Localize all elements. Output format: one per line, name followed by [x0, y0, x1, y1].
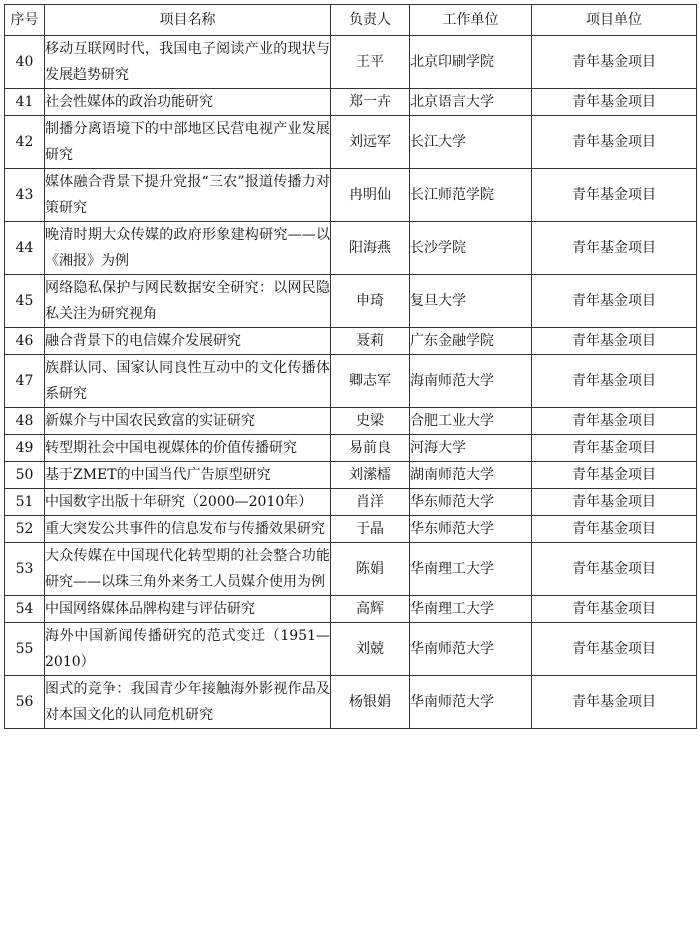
work-unit: 海南师范大学 — [410, 355, 532, 408]
project-type: 青年基金项目 — [532, 543, 697, 596]
row-number: 51 — [5, 489, 45, 516]
work-unit: 华南师范大学 — [410, 623, 532, 676]
table-row — [5, 596, 697, 623]
header-project-name: 项目名称 — [45, 5, 331, 36]
table-row — [5, 623, 697, 676]
table-row — [5, 435, 697, 462]
row-number: 40 — [5, 36, 45, 89]
project-type: 青年基金项目 — [532, 116, 697, 169]
table-row — [5, 275, 697, 328]
row-number: 44 — [5, 222, 45, 275]
project-name: 社会性媒体的政治功能研究 — [45, 89, 331, 116]
project-name: 大众传媒在中国现代化转型期的社会整合功能研究——以珠三角外来务工人员媒介使用为例 — [45, 543, 331, 596]
project-leader: 于晶 — [331, 516, 410, 543]
project-leader: 冉明仙 — [331, 169, 410, 222]
row-number: 41 — [5, 89, 45, 116]
project-leader: 王平 — [331, 36, 410, 89]
table-row — [5, 516, 697, 543]
table-row — [5, 355, 697, 408]
project-leader: 刘潆檑 — [331, 462, 410, 489]
header-project-type: 项目单位 — [532, 5, 697, 36]
table-header-row — [5, 5, 697, 36]
table-row — [5, 36, 697, 89]
project-leader: 杨银娟 — [331, 676, 410, 729]
table-row — [5, 328, 697, 355]
project-name: 族群认同、国家认同良性互动中的文化传播体系研究 — [45, 355, 331, 408]
project-leader: 申琦 — [331, 275, 410, 328]
row-number: 54 — [5, 596, 45, 623]
row-number: 53 — [5, 543, 45, 596]
project-type: 青年基金项目 — [532, 222, 697, 275]
project-leader: 陈娟 — [331, 543, 410, 596]
table-row — [5, 489, 697, 516]
table-row — [5, 89, 697, 116]
project-leader: 史梁 — [331, 408, 410, 435]
project-table — [4, 4, 697, 729]
project-name: 中国数字出版十年研究（2000—2010年） — [45, 489, 331, 516]
project-type: 青年基金项目 — [532, 89, 697, 116]
table-row — [5, 116, 697, 169]
work-unit: 广东金融学院 — [410, 328, 532, 355]
row-number: 43 — [5, 169, 45, 222]
work-unit: 长江师范学院 — [410, 169, 532, 222]
project-leader: 刘兢 — [331, 623, 410, 676]
work-unit: 华东师范大学 — [410, 516, 532, 543]
project-name: 晚清时期大众传媒的政府形象建构研究——以《湘报》为例 — [45, 222, 331, 275]
project-name: 网络隐私保护与网民数据安全研究：以网民隐私关注为研究视角 — [45, 275, 331, 328]
header-serial-number: 序号 — [5, 5, 45, 36]
project-name: 制播分离语境下的中部地区民营电视产业发展研究 — [45, 116, 331, 169]
row-number: 42 — [5, 116, 45, 169]
row-number: 45 — [5, 275, 45, 328]
project-leader: 阳海燕 — [331, 222, 410, 275]
project-name: 转型期社会中国电视媒体的价值传播研究 — [45, 435, 331, 462]
project-name: 海外中国新闻传播研究的范式变迁（1951—2010） — [45, 623, 331, 676]
row-number: 52 — [5, 516, 45, 543]
work-unit: 华东师范大学 — [410, 489, 532, 516]
project-leader: 聂莉 — [331, 328, 410, 355]
project-name: 图式的竞争：我国青少年接触海外影视作品及对本国文化的认同危机研究 — [45, 676, 331, 729]
project-name: 中国网络媒体品牌构建与评估研究 — [45, 596, 331, 623]
work-unit: 华南师范大学 — [410, 676, 532, 729]
table-row — [5, 462, 697, 489]
header-work-unit: 工作单位 — [410, 5, 532, 36]
work-unit: 河海大学 — [410, 435, 532, 462]
header-leader: 负责人 — [331, 5, 410, 36]
project-type: 青年基金项目 — [532, 328, 697, 355]
project-leader: 高辉 — [331, 596, 410, 623]
table-row — [5, 169, 697, 222]
project-type: 青年基金项目 — [532, 462, 697, 489]
project-name: 重大突发公共事件的信息发布与传播效果研究 — [45, 516, 331, 543]
project-type: 青年基金项目 — [532, 435, 697, 462]
project-type: 青年基金项目 — [532, 169, 697, 222]
project-type: 青年基金项目 — [532, 275, 697, 328]
work-unit: 复旦大学 — [410, 275, 532, 328]
table-row — [5, 543, 697, 596]
row-number: 49 — [5, 435, 45, 462]
project-type: 青年基金项目 — [532, 355, 697, 408]
project-name: 基于ZMET的中国当代广告原型研究 — [45, 462, 331, 489]
table-row — [5, 222, 697, 275]
project-type: 青年基金项目 — [532, 36, 697, 89]
project-type: 青年基金项目 — [532, 516, 697, 543]
work-unit: 华南理工大学 — [410, 596, 532, 623]
work-unit: 北京印刷学院 — [410, 36, 532, 89]
project-name: 融合背景下的电信媒介发展研究 — [45, 328, 331, 355]
table-row — [5, 676, 697, 729]
row-number: 50 — [5, 462, 45, 489]
project-leader: 易前良 — [331, 435, 410, 462]
project-leader: 卿志军 — [331, 355, 410, 408]
work-unit: 湖南师范大学 — [410, 462, 532, 489]
table-row — [5, 408, 697, 435]
project-leader: 肖洋 — [331, 489, 410, 516]
row-number: 55 — [5, 623, 45, 676]
project-leader: 郑一卉 — [331, 89, 410, 116]
project-name: 移动互联网时代，我国电子阅读产业的现状与发展趋势研究 — [45, 36, 331, 89]
project-type: 青年基金项目 — [532, 408, 697, 435]
row-number: 47 — [5, 355, 45, 408]
project-type: 青年基金项目 — [532, 623, 697, 676]
row-number: 48 — [5, 408, 45, 435]
work-unit: 长江大学 — [410, 116, 532, 169]
project-type: 青年基金项目 — [532, 676, 697, 729]
row-number: 56 — [5, 676, 45, 729]
work-unit: 合肥工业大学 — [410, 408, 532, 435]
project-name: 媒体融合背景下提升党报“三农”报道传播力对策研究 — [45, 169, 331, 222]
work-unit: 长沙学院 — [410, 222, 532, 275]
project-leader: 刘远军 — [331, 116, 410, 169]
project-type: 青年基金项目 — [532, 596, 697, 623]
work-unit: 华南理工大学 — [410, 543, 532, 596]
project-type: 青年基金项目 — [532, 489, 697, 516]
work-unit: 北京语言大学 — [410, 89, 532, 116]
project-name: 新媒介与中国农民致富的实证研究 — [45, 408, 331, 435]
row-number: 46 — [5, 328, 45, 355]
